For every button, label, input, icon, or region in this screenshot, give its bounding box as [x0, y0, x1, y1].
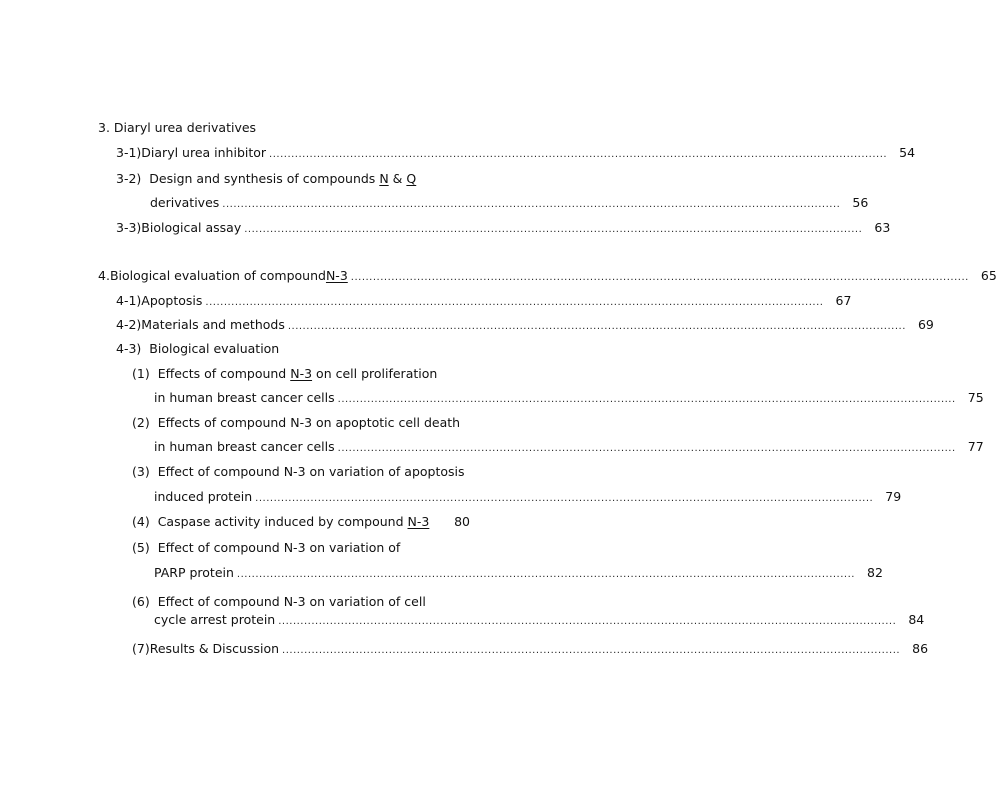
toc-leader-dots: ........................................................................................................................................................................	[255, 493, 874, 504]
toc-sub-6-cont[interactable]	[154, 612, 925, 630]
toc-entry-page: 82	[867, 565, 883, 580]
toc-entry-num: 3-1)	[116, 145, 142, 160]
toc-sub-title: PARP protein	[154, 565, 234, 580]
toc-sub-1-cont[interactable]	[154, 390, 984, 408]
toc-section-title: Diaryl urea derivatives	[113, 120, 257, 135]
toc-sub-title: Effect of compound N-3 on variation of cell	[157, 594, 426, 609]
toc-sub-num: (5)	[132, 540, 150, 555]
toc-sub-num: (6)	[132, 594, 150, 609]
toc-section-num: 4.	[98, 268, 110, 283]
toc-entry-title: Diaryl urea inhibitor	[141, 145, 267, 160]
toc-entry-page: 63	[874, 220, 891, 235]
toc-sub-title: Effects of compound N-3 on apoptotic cell death	[157, 415, 461, 430]
toc-sub-3-cont[interactable]	[154, 489, 902, 507]
toc-entry-title: Materials and methods	[141, 317, 285, 332]
toc-sub-3[interactable]	[132, 464, 465, 480]
toc-entry-page: 69	[917, 317, 934, 332]
toc-sub-4[interactable]	[132, 514, 470, 530]
toc-entry-3-2-cont[interactable]	[150, 195, 869, 213]
toc-entry-title: Design and synthesis of compounds	[149, 171, 376, 186]
toc-leader-dots: ........................................................................................................................................................................	[222, 199, 841, 210]
toc-entry-page: 75	[967, 390, 984, 405]
toc-entry-num: 4-1)	[116, 293, 142, 308]
toc-leader-dots: ........................................................................................................................................................................	[278, 616, 897, 627]
toc-entry-page: 56	[852, 195, 869, 210]
toc-section-num: 3.	[98, 120, 110, 135]
toc-entry-num: 4-2)	[116, 317, 142, 332]
toc-leader-dots: ........................................................................................................................................................................	[350, 272, 969, 283]
toc-ampersand: &	[392, 171, 403, 186]
toc-entry-page: 86	[912, 641, 929, 656]
toc-sub-title: Results & Discussion	[149, 641, 280, 656]
toc-entry-3-1[interactable]	[116, 145, 916, 163]
toc-sub-num: (2)	[132, 415, 150, 430]
toc-leader-dots: ........................................................................................................................................................................	[244, 224, 863, 235]
toc-sub-2[interactable]	[132, 415, 460, 431]
toc-sub-title: in human breast cancer cells	[154, 390, 335, 405]
toc-sub-title: Effect of compound N-3 on variation of apoptosis	[157, 464, 465, 479]
toc-section-3-heading	[98, 120, 256, 136]
toc-entry-page: 54	[899, 145, 916, 160]
toc-entry-page: 84	[908, 612, 925, 627]
toc-entry-page: 79	[885, 489, 902, 504]
toc-entry-4-1[interactable]	[116, 293, 852, 311]
toc-sub-title: Caspase activity induced by compound	[157, 514, 404, 529]
toc-entry-3-3[interactable]	[116, 220, 891, 238]
toc-leader-dots: ........................................................................................................................................................................	[337, 443, 956, 454]
toc-sub-num: (7)	[132, 641, 150, 656]
toc-entry-num: 4-3)	[116, 341, 142, 356]
toc-entry-page: 65	[980, 268, 997, 283]
toc-sub-2-cont[interactable]	[154, 439, 984, 457]
toc-entry-4-2[interactable]	[116, 317, 934, 335]
toc-entry-4-3[interactable]	[116, 341, 279, 357]
toc-leader-dots: ........................................................................................................................................................................	[287, 321, 906, 332]
toc-sub-title: cycle arrest protein	[154, 612, 276, 627]
toc-entry-title: Apoptosis	[141, 293, 203, 308]
toc-leader-dots: ........................................................................................................................................................................	[236, 569, 855, 580]
toc-sub-title: induced protein	[154, 489, 253, 504]
toc-sub-num: (3)	[132, 464, 150, 479]
toc-compound-n: N	[379, 171, 389, 186]
toc-entry-3-2[interactable]	[116, 171, 416, 187]
toc-entry-page: 77	[967, 439, 984, 454]
toc-entry-title: Biological evaluation	[149, 341, 280, 356]
toc-section-4-heading[interactable]	[98, 268, 997, 286]
toc-compound-n3: N-3	[407, 514, 430, 529]
toc-sub-title: Effects of compound	[157, 366, 287, 381]
toc-leader-dots: ........................................................................................................................................................................	[269, 149, 888, 160]
toc-sub-1[interactable]	[132, 366, 437, 382]
toc-sub-7[interactable]	[132, 641, 929, 659]
toc-compound-n3: N-3	[325, 268, 348, 283]
toc-leader-dots: ........................................................................................................................................................................	[205, 297, 824, 308]
toc-entry-page: 80	[454, 514, 470, 529]
toc-sub-5[interactable]	[132, 540, 400, 556]
toc-sub-title: in human breast cancer cells	[154, 439, 335, 454]
toc-compound-q: Q	[406, 171, 417, 186]
toc-entry-num: 3-3)	[116, 220, 142, 235]
toc-entry-num: 3-2)	[116, 171, 142, 186]
toc-sub-title: on cell proliferation	[316, 366, 438, 381]
toc-entry-title: derivatives	[150, 195, 220, 210]
toc-sub-6[interactable]	[132, 594, 426, 610]
toc-sub-5-cont[interactable]	[154, 565, 883, 583]
toc-section-title: Biological evaluation of compound	[109, 268, 326, 283]
toc-sub-num: (4)	[132, 514, 150, 529]
toc-leader-dots: ........................................................................................................................................................................	[337, 394, 956, 405]
toc-sub-num: (1)	[132, 366, 150, 381]
toc-entry-page: 67	[835, 293, 852, 308]
toc-compound-n3: N-3	[290, 366, 313, 381]
toc-entry-title: Biological assay	[141, 220, 242, 235]
toc-leader-dots: ........................................................................................................................................................................	[282, 645, 901, 656]
toc-sub-title: Effect of compound N-3 on variation of	[157, 540, 401, 555]
